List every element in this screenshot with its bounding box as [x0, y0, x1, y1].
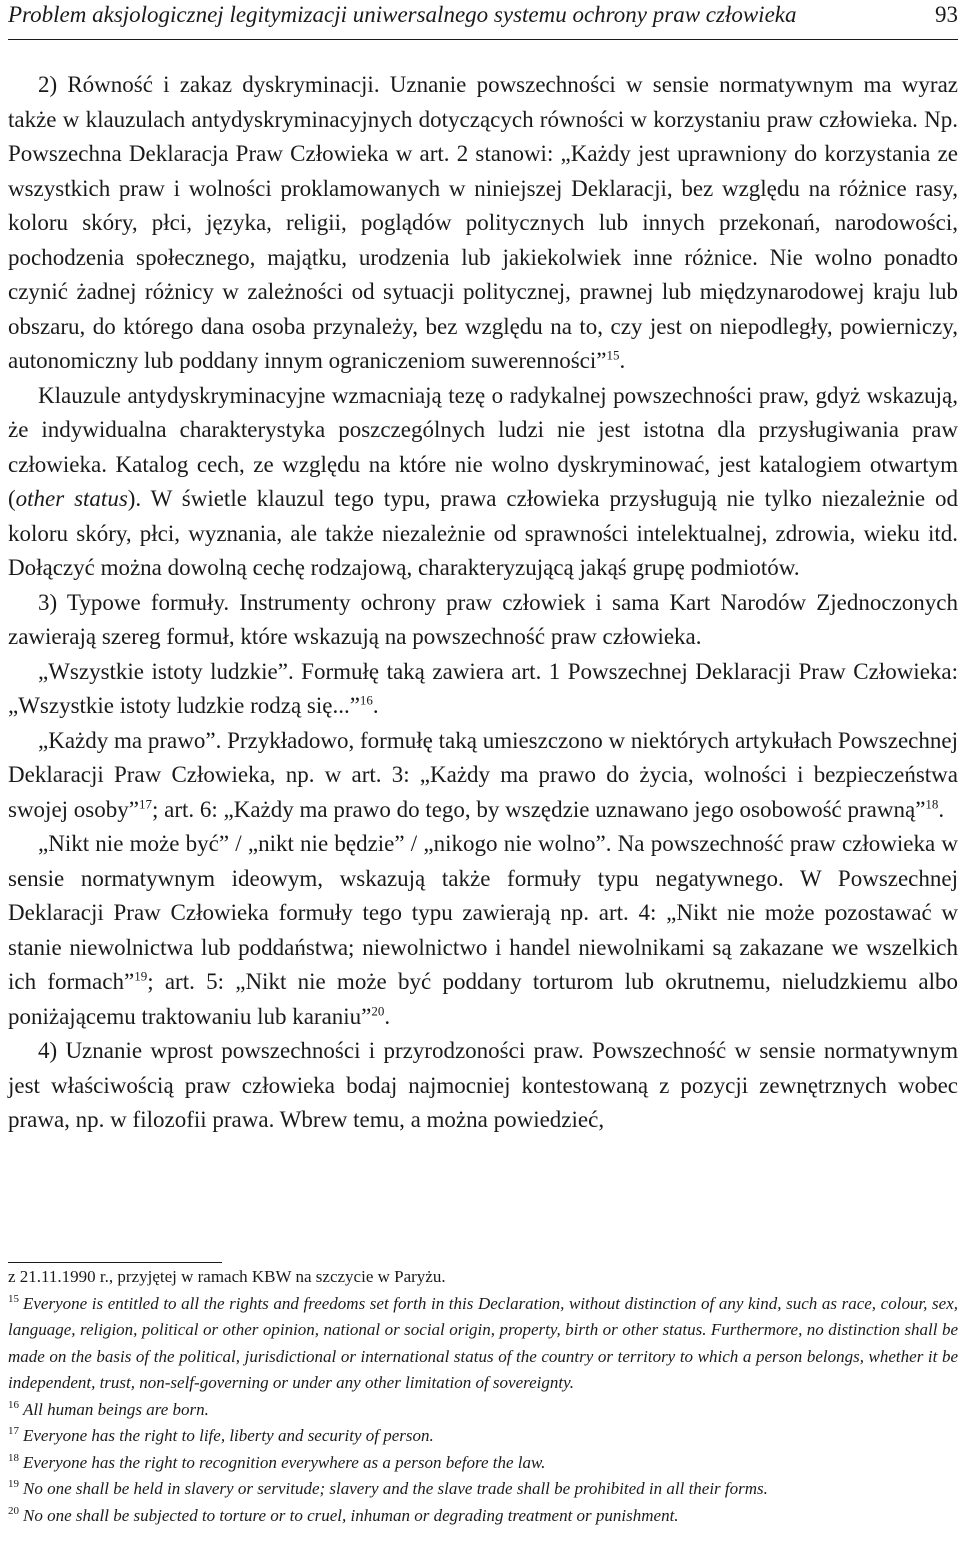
paragraph-all-human-beings: „Wszystkie istoty ludzkie”. Formułę taką zawiera art. 1 Powszechnej Deklaracji Praw Człowieka: „Wszystkie istoty ludzkie rodzą się...”$^{16}$.: [8, 658, 958, 718]
footnote-ref-15: 15: [606, 347, 620, 363]
footnote-15: $^{15}$ Everyone is entitled to all the rights and freedoms set forth in this Declaration, without distinction of any kind, such as race, colour, sex, language, religion, political or other opinion, national or social origin, property, birth or other status. Furthermore, no distinction shall be made on the basis of the political, jurisdictional or international status of the country or territory to which a person belongs, whether it be independent, trust, non-self-governing or under any other limitation of sovereignty.: [8, 1292, 958, 1392]
paragraph-equality: 2) Równość i zakaz dyskryminacji. Uznanie powszechności w sensie normatywnym ma wyraz także w klauzulach antydyskryminacyjnych dotyczących równości w korzystaniu praw człowieka. Np. Powszechna Deklaracja Praw Człowieka w art. 2 stanowi: „Każdy jest uprawniony do korzystania ze wszystkich praw i wolności proklamowanych w niniejszej Deklaracji, bez względu na różnice rasy, koloru skóry, płci, języka, religii, poglądów politycznych lub innych przekonań, narodowości, pochodzenia społecznego, majątku, urodzenia lub jakiekolwiek inne różnice. Nie wolno ponadto czynić żadnej różnicy w zależności od sytuacji politycznej, prawnej lub międzynarodowej kraju lub obszaru, do którego dana osoba przynależy, bez względu na to, czy jest on niepodległy, powierniczy, autonomiczny lub poddany innym ograniczeniom suwerenności”$^{15}$.: [8, 72, 958, 373]
body-text: [8, 68, 958, 1138]
footnote-rule: [8, 1262, 222, 1263]
footnote-ref-18: 18: [925, 795, 939, 811]
footnote-ref-19: 19: [134, 968, 148, 984]
footnote-18: $^{18}$ Everyone has the right to recognition everywhere as a person before the law.: [8, 1451, 546, 1472]
footnote-ref-16: 16: [359, 692, 373, 708]
book-page: [8, 0, 958, 1547]
page-number: 93: [935, 2, 958, 27]
header-rule: [8, 39, 958, 40]
paragraph-formulas: 3) Typowe formuły. Instrumenty ochrony praw człowiek i sama Kart Narodów Zjednoczonych zawierają szereg formuł, które wskazują na powszechność praw człowieka.: [8, 589, 958, 649]
footnotes: [8, 1264, 958, 1529]
footnote-20: $^{20}$ No one shall be subjected to torture or to cruel, inhuman or degrading treatment or punishment.: [8, 1504, 679, 1525]
paragraph-no-one: „Nikt nie może być” / „nikt nie będzie” / „nikogo nie wolno”. Na powszechność praw człowieka w sensie normatywnym ideowym, wskazują także formuły typu negatywnego. W Powszechnej Deklaracji Praw Człowieka formuły tego typu zawierają np. art. 4: „Nikt nie może pozostawać w stanie niewolnictwa lub poddaństwa; niewolnictwo i handel niewolnikami są zakazane we wszelkich ich formach”$^{19}$; art. 5: „Nikt nie może być poddany torturom lub okrutnemu, nieludzkiemu albo poniżającemu traktowaniu lub karaniu”$^{20}$.: [8, 831, 958, 1029]
running-title: Problem aksjologicznej legitymizacji uniwersalnego systemu ochrony praw człowieka: [8, 2, 797, 27]
footnote-16: $^{16}$ All human beings are born.: [8, 1398, 209, 1419]
paragraph-antidiscrimination: Klauzule antydyskryminacyjne wzmacniają tezę o radykalnej powszechności praw, gdyż wskazują, że indywidualna charakterystyka poszczególnych ludzi nie jest istotna dla przysługiwania praw człowieka. Katalog cech, ze względu na które nie wolno dyskryminować, jest katalogiem otwartym (other status). W świetle klauzul tego typu, prawa człowieka przysługują nie tylko niezależnie od koloru skóry, płci, wyznania, ale także niezależnie od sprawności intelektualnej, zdrowia, wieku itd. Dołączyć można dowolną cechę rodzajową, charakteryzującą jakąś grupę podmiotów.: [8, 382, 958, 580]
footnote-ref-20: 20: [371, 1002, 385, 1018]
running-header: [8, 2, 958, 36]
footnote-17: $^{17}$ Everyone has the right to life, liberty and security of person.: [8, 1425, 434, 1445]
footnote-ref-17: 17: [138, 795, 152, 811]
paragraph-universality: 4) Uznanie wprost powszechności i przyrodzoności praw. Powszechność w sensie normatywnym jest właściwością praw człowieka bodaj najmocniej kontestowaną z pozycji zewnętrznych wobec prawa, np. w filozofii prawa. Wbrew temu, a można powiedzieć,: [8, 1038, 958, 1132]
footnote-continuation: z 21.11.1990 r., przyjętej w ramach KBW na szczycie w Paryżu.: [8, 1267, 446, 1286]
footnote-19: $^{19}$ No one shall be held in slavery or servitude; slavery and the slave trade shall be prohibited in all their forms.: [8, 1478, 768, 1498]
paragraph-everyone-has-right: „Każdy ma prawo”. Przykładowo, formułę taką umieszczono w niektórych artykułach Powszechnej Deklaracji Praw Człowieka, np. w art. 3: „Każdy ma prawo do życia, wolności i bezpieczeństwa swojej osoby”$^{17}$; art. 6: „Każdy ma prawo do tego, by wszędzie uznawano jego osobowość prawną”$^{18}$.: [8, 727, 958, 822]
